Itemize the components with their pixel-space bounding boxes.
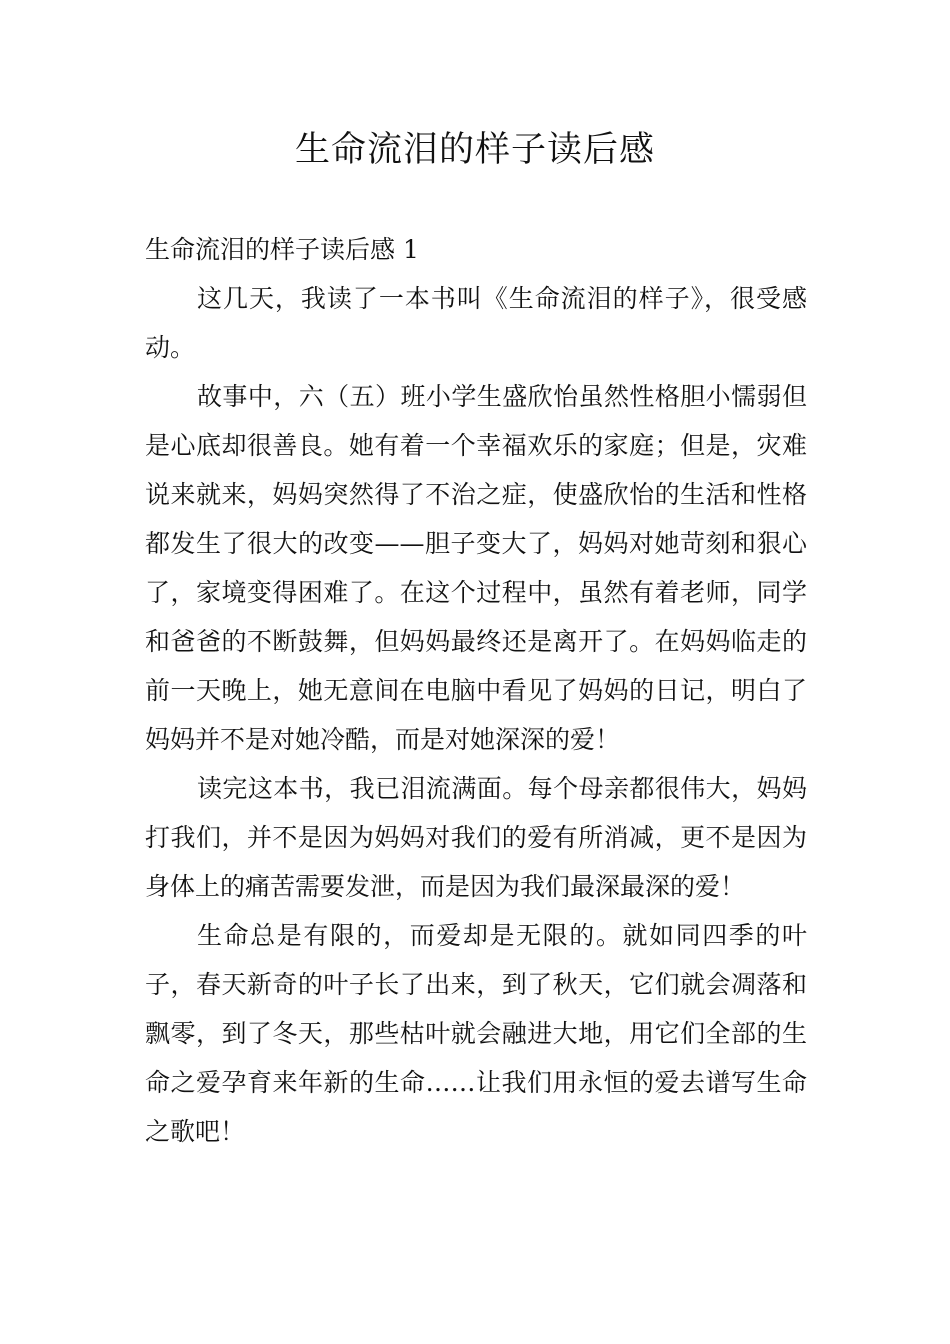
document-title: 生命流泪的样子读后感 [294, 130, 655, 170]
paragraph-2: 故事中，六（五）班小学生盛欣怡虽然性格胆小懦弱但是心底却很善良。她有着一个幸福欢乐的家庭；但是，灾难说来就来，妈妈突然得了不治之症，使盛欣怡的生活和性格都发生了很大的改变——胆子变大了，妈妈对她苛刻和狠心了，家境变得困难了。在这个过程中，虽然有着老师，同学和爸爸的不断鼓舞，但妈妈最终还是离开了。在妈妈临走的前一天晚上，她无意间在电脑中看见了妈妈的日记，明白了妈妈并不是对她冷酷，而是对她深深的爱！ [145, 382, 807, 754]
document-body [145, 226, 807, 1156]
paragraph-3: 读完这本书，我已泪流满面。每个母亲都很伟大，妈妈打我们，并不是因为妈妈对我们的爱有所消减，更不是因为身体上的痛苦需要发泄，而是因为我们最深最深的爱！ [145, 774, 807, 901]
paragraph-4: 生命总是有限的，而爱却是无限的。就如同四季的叶子，春天新奇的叶子长了出来，到了秋天，它们就会凋落和飘零，到了冬天，那些枯叶就会融进大地，用它们全部的生命之爱孕育来年新的生命……让我们用永恒的爱去谱写生命之歌吧！ [145, 921, 807, 1146]
section-heading: 生命流泪的样子读后感 1 [145, 235, 419, 264]
paragraph-1: 这几天，我读了一本书叫《生命流泪的样子》，很受感动。 [145, 284, 807, 362]
